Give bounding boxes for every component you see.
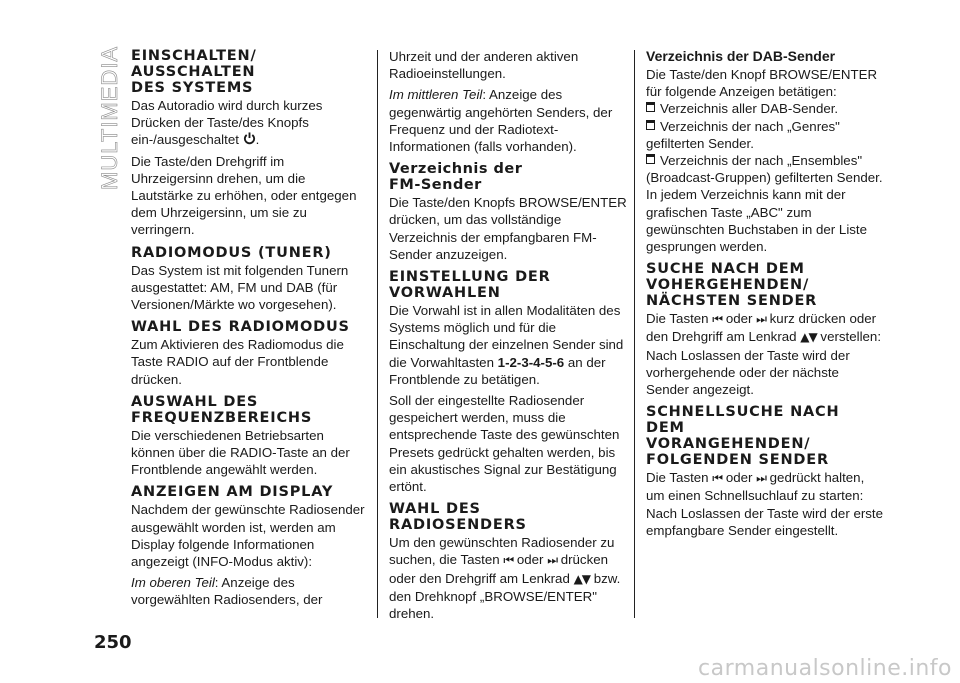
paragraph: Nachdem der gewünschte Radiosender ausgewählt worden ist, werden am Display folgende Informationen angezeigt (INFO-Modus aktiv): <box>131 502 365 570</box>
paragraph: Uhrzeit und der anderen aktiven Radioeinstellungen. <box>389 49 579 82</box>
bullet-icon <box>646 154 655 164</box>
heading-verzeichnis-fm: Verzeichnis der FM-Sender <box>389 161 523 194</box>
column-1 <box>131 48 369 613</box>
page-number: 250 <box>94 632 132 653</box>
power-icon <box>243 132 256 145</box>
paragraph: Zum Aktivieren des Radiomodus die Taste RADIO auf der Frontblende drücken. <box>131 337 344 387</box>
paragraph: Die Taste/den Knopf BROWSE/ENTER für folgende Anzeigen betätigen: <box>646 67 878 100</box>
heading-verzeichnis-dab: Verzeichnis der DAB-Sender <box>646 48 836 64</box>
paragraph: Um den gewünschten Radiosender zu suchen, die Tasten ⏮ oder ⏭ drücken oder den Drehgriff am Lenkrad ▲▼ bzw. den Drehknopf „BROWSE/ENTER" drehen. <box>389 535 621 622</box>
paragraph: Soll der eingestellte Radiosender gespeichert werden, muss die entsprechende Taste des gewünschten Presets gedrückt gehalten werden, bis ein akustisches Signal zur Bestätigung ertönt. <box>389 393 620 495</box>
seek-forward-icon: ⏭ <box>756 312 766 327</box>
seek-back-icon: ⏮ <box>712 312 723 327</box>
paragraph: Das System ist mit folgenden Tunern ausgestattet: AM, FM und DAB (für Versionen/Märkte wo vorgesehen). <box>131 262 349 313</box>
chapter-side-label <box>82 40 122 190</box>
bullet-icon <box>646 120 655 130</box>
heading-anzeigen-display: ANZEIGEN AM DISPLAY <box>131 484 334 501</box>
paragraph: Das Autoradio wird durch kurzes Drücken der Taste/des Knopfs ein-/ausgeschaltet . <box>131 98 323 148</box>
heading-suche-sender: SUCHE NACH DEM VOHERGEHENDEN/ NÄCHSTEN SENDER <box>646 261 818 310</box>
chapter-side-label-text: MULTIMEDIA <box>97 45 122 190</box>
heading-auswahl-frequenz: AUSWAHL DES FREQUENZBEREICHS <box>131 393 313 426</box>
column-divider <box>377 50 378 618</box>
paragraph: Die Tasten ⏮ oder ⏭ gedrückt halten, um einen Schnellsuchlauf zu starten: Nach Loslassen der Taste wird der erste empfangbare Sender eingestellt. <box>646 470 883 538</box>
heading-schnellsuche: SCHNELLSUCHE NACH DEM VORANGEHENDEN/ FOLGENDEN SENDER <box>646 404 840 469</box>
preset-keys-label: 1-2-3-4-5-6 <box>497 354 565 370</box>
paragraph: Die Taste/den Knopfs BROWSE/ENTER drücken, um das vollständige Verzeichnis der empfangbaren FM-Sender anzuzeigen. <box>389 195 627 262</box>
paragraph: Die verschiedenen Betriebsarten können über die RADIO-Taste an der Frontblende angewählt werden. <box>131 427 350 478</box>
seek-forward-icon: ⏭ <box>547 553 557 568</box>
paragraph: Im oberen Teil: Anzeige des vorgewählten Radiosenders, der <box>131 575 323 608</box>
heading-radiomodus: RADIOMODUS (TUNER) <box>131 244 332 261</box>
heading-einstellung-vorwahlen: EINSTELLUNG DER VORWAHLEN <box>389 269 551 302</box>
up-down-arrows-icon: ▲▼ <box>573 571 591 586</box>
bullet-icon <box>646 102 655 112</box>
heading-einschalten: EINSCHALTEN/ AUSSCHALTEN DES SYSTEMS <box>131 48 257 96</box>
column-divider <box>634 50 635 618</box>
heading-wahl-radiosenders: WAHL DES RADIOSENDERS <box>389 501 527 534</box>
column-2 <box>389 48 627 626</box>
heading-wahl-radiomodus: WAHL DES RADIOMODUS <box>131 319 350 336</box>
list-item: Verzeichnis der nach „Genres" gefilterten Sender. <box>646 118 840 151</box>
paragraph: Die Vorwahl ist in allen Modalitäten des Systems möglich und für die Einschaltung der einzelnen Sender sind die Vorwahltasten 1-2-3-4-5-6 an der Frontblende zu betätigen. <box>389 303 624 387</box>
seek-back-icon: ⏮ <box>503 553 514 568</box>
up-down-arrows-icon: ▲▼ <box>800 330 817 345</box>
paragraph: In jedem Verzeichnis kann mit der grafischen Taste „ABC" zum gewünschten Buchstaben in der Liste gesprungen werden. <box>646 187 868 255</box>
paragraph: Im mittleren Teil: Anzeige des gegenwärtig angehörten Senders, der Frequenz und der Radiotext-Informationen (falls vorhanden). <box>389 87 613 155</box>
list-item: Verzeichnis aller DAB-Sender. <box>646 100 884 117</box>
list-item: Verzeichnis der nach „Ensembles" (Broadcast-Gruppen) gefilterten Sender. <box>646 153 883 186</box>
paragraph: Die Tasten ⏮ oder ⏭ kurz drücken oder den Drehgriff am Lenkrad ▲▼ verstellen: Nach Loslassen der Taste wird der vorhergehende oder der nächste Sender angezeigt. <box>646 311 882 398</box>
column-3 <box>646 48 884 543</box>
watermark: carmanualsonline.info <box>698 656 952 681</box>
seek-back-icon: ⏮ <box>712 471 723 486</box>
paragraph: Die Taste/den Drehgriff im Uhrzeigersinn drehen, um die Lautstärke zu erhöhen, oder entgegen dem Uhrzeigersinn, um sie zu verringern. <box>131 153 357 238</box>
seek-forward-icon: ⏭ <box>756 471 766 486</box>
